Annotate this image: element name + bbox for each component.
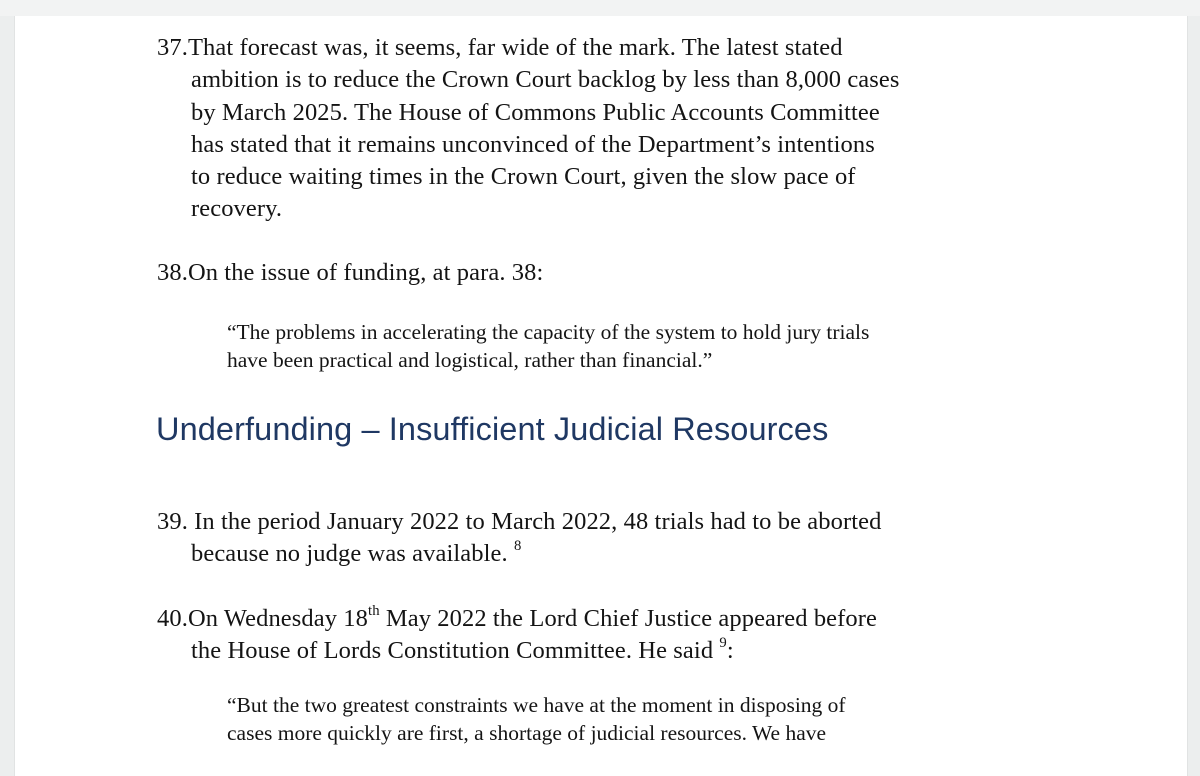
section-heading: Underfunding – Insufficient Judicial Resources	[156, 411, 829, 447]
paragraph-37-line-4: has stated that it remains unconvinced of the Department’s intentions	[191, 130, 875, 158]
paragraph-39	[157, 506, 987, 571]
block-quote-2	[227, 691, 987, 747]
paragraph-37	[157, 32, 987, 226]
paragraph-39-line-2: because no judge was available. $^8$	[191, 538, 522, 568]
footnote-ref-9[interactable]: 9	[719, 635, 727, 652]
paragraph-number: 39.	[157, 508, 188, 535]
ordinal-suffix: th	[368, 602, 380, 619]
paragraph-39-line-1: 39. In the period January 2022 to March 2022, 48 trials had to be aborted	[157, 508, 882, 535]
paragraph-40-line-1: 40.On Wednesday 18th May 2022 the Lord Chief Justice appeared before	[157, 602, 877, 632]
paragraph-37-line-5: to reduce waiting times in the Crown Court, given the slow pace of	[191, 163, 856, 191]
block-quote-1	[227, 318, 987, 374]
paragraph-40-line-2: the House of Lords Constitution Committee. He said $^9$:	[191, 635, 734, 665]
paragraph-37-line-3: by March 2025. The House of Commons Public Accounts Committee	[191, 98, 880, 126]
block-quote-1-line-2: have been practical and logistical, rather than financial.”	[227, 348, 713, 372]
block-quote-1-line-1: “The problems in accelerating the capacity of the system to hold jury trials	[227, 320, 870, 344]
document-page	[14, 16, 1188, 776]
paragraph-38	[157, 257, 987, 289]
paragraph-number: 37.	[157, 34, 188, 61]
viewer-top-strip	[0, 0, 1200, 16]
paragraph-number: 38.	[157, 259, 188, 286]
block-quote-2-line-2: cases more quickly are first, a shortage of judicial resources. We have	[227, 721, 827, 745]
paragraph-37-line-1: 37.That forecast was, it seems, far wide of the mark. The latest stated	[157, 34, 843, 61]
paragraph-number: 40.	[157, 605, 188, 632]
paragraph-40	[157, 603, 987, 668]
block-quote-2-line-1: “But the two greatest constraints we have at the moment in disposing of	[227, 693, 846, 717]
paragraph-37-line-2: ambition is to reduce the Crown Court backlog by less than 8,000 cases	[191, 66, 900, 94]
paragraph-38-line-1: 38.On the issue of funding, at para. 38:	[157, 259, 544, 286]
footnote-ref-8[interactable]: 8	[513, 538, 522, 555]
paragraph-37-line-6: recovery.	[191, 195, 283, 223]
